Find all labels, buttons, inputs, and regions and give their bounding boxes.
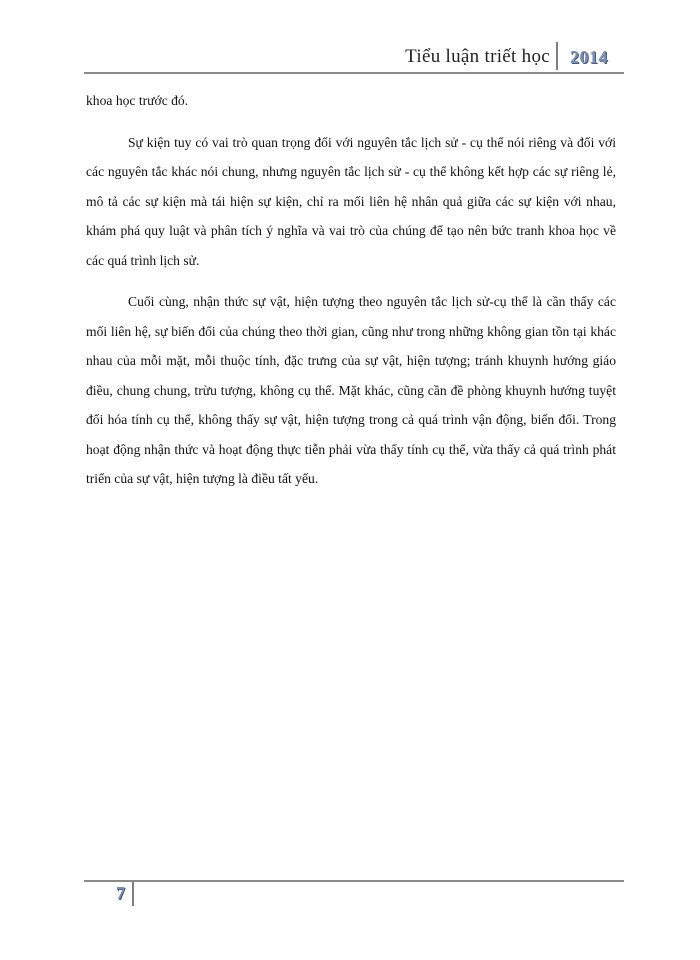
paragraph-events: Sự kiện tuy có vai trò quan trọng đối với nguyên tắc lịch sử - cụ thể nói riêng và đối với các nguyên tắc khác nói chung, nhưng nguyên tắc lịch sử - cụ thể không kết hợp các sự riêng lẻ, mô tả các sự kiện mà tái hiện sự kiện, chỉ ra mối liên hệ nhân quả giữa các sự kiện với nhau, khám phá quy luật và phân tích ý nghĩa và vai trò của chúng để tạo nên bức tranh khoa học về các quá trình lịch sử. [86, 134, 616, 268]
header-divider [556, 42, 558, 70]
paragraph-continuation: khoa học trước đó. [86, 93, 189, 108]
footer-rule [84, 880, 624, 882]
header-year: 2014 [570, 47, 608, 67]
header-rule [84, 72, 624, 74]
paragraph-conclusion: Cuối cùng, nhận thức sự vật, hiện tượng theo nguyên tắc lịch sử-cụ thể là cần thấy các mối liên hệ, sự biến đổi của chúng theo thời gian, cũng như trong những không gian tồn tại khác nhau của mỗi mặt, mỗi thuộc tính, đặc trưng của sự vật, hiện tượng; tránh khuynh hướng giáo điều, chung chung, trừu tượng, không cụ thể. Mặt khác, cũng cần đề phòng khuynh hướng tuyệt đối hóa tính cụ thể, không thấy sự vật, hiện tượng trong cả quá trình vận động, biến đổi. Trong hoạt động nhận thức và hoạt động thực tiễn phải vừa thấy tính cụ thể, vừa thấy cả quá trình phát triển của sự vật, hiện tượng là điều tất yếu. [86, 294, 616, 486]
page-header [84, 42, 624, 76]
header-title: Tiểu luận triết học [405, 46, 550, 67]
page-number: 7 [116, 883, 125, 903]
page-footer [84, 880, 624, 910]
document-body [86, 86, 616, 506]
footer-divider [132, 882, 134, 906]
